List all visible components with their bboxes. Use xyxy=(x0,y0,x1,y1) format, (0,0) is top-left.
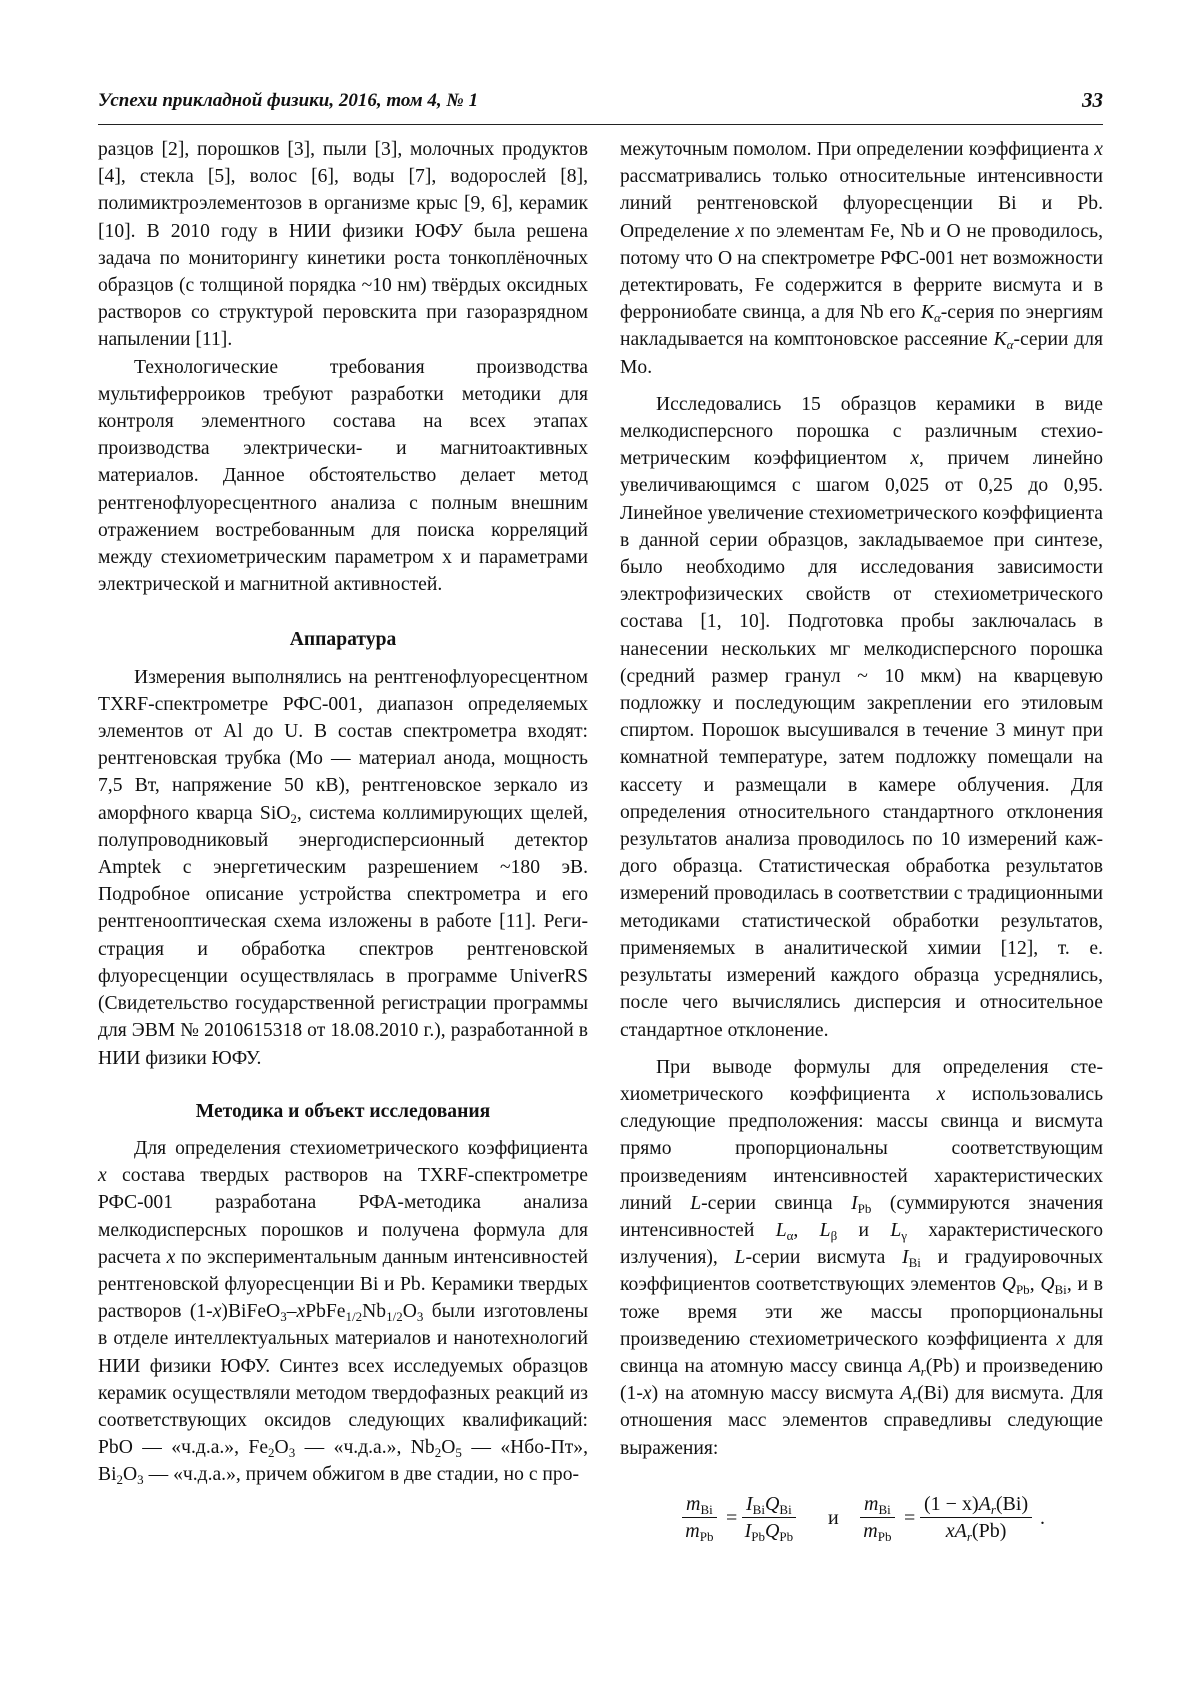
journal-title: Успехи прикладной физики, 2016, том 4, № 1 xyxy=(98,90,479,111)
fraction-mass-ratio-2: $m_{Bi}$ $m_{Pb}$ xyxy=(860,1492,895,1545)
page-number: 33 xyxy=(1082,88,1103,112)
fraction-atomic-mass-ratio: $(1 - x)A_r(Bi)$ $xA_r(Pb)$ xyxy=(920,1492,1032,1545)
paragraph: Исследовались 15 образцов керамики в виде мелкодисперсного порошка с различным стехиометрическим коэффициентом x, причем линейно увеличивающимся с шагом 0,025 от 0,25 до 0,95. Линейное увеличение стехиометрического коэффициента в данной серии образцов, закладываемое при синтезе, было необходимо для исследования зависимости электрофизических свойств от стехиометрического состава [1, 10]. Подготовка пробы заключалась в нанесении нескольких мг мелкодисперсного порошка (средний размер гранул ~ 10 мкм) на кварцевую подложку и последующим закреплении его этиловым спиртом. Порошок высушивался в течение 3 минут при комнатной температуре, затем подложку помещали на кассету и размещали в камере облучения. Для определения относительного стандартного отклонения результатов анализа проводилось по 10 измерений каждого образца. Статистическая обработка результатов измерений проводилась в соответствии с традиционными методиками статистической обработки результатов, применяемых в аналитической химии [12], т. е. результаты измерений каждого образца усреднялись, после чего вычислялись дисперсия и относительное стандартное отклонение. xyxy=(620,393,1103,1041)
section-heading-apparatus: Аппаратура xyxy=(289,629,397,651)
fraction-intensity-ratio: $I_{Bi}Q_{Bi}$ $I_{Pb}Q_{Pb}$ xyxy=(742,1492,796,1545)
paragraph: При выводе формулы для определения стехиометрического коэффициента x использовались следующие предположения: массы свинца и висмута прямо пропорциональны соответствующим произведениям интенсивностей характеристических линий L-серии свинца $I_{Pb}$ (суммируются значения интенсивностей $L_\alpha$, $L_\beta$ и $L_\gamma$ характеристического излучения), L-серии висмута $I_{Bi}$ и градуировочных коэффициентов соответствующих элементов $Q_{Pb}$, $Q_{Bi}$, и в тоже время эти же массы пропорциональны произведению стехиометрического коэффициента x для свинца на атомную массу свинца $A_r(Pb)$ и произведению (1-x) на атомную массу висмута $A_r(Bi)$ для висмута. Для отношения масс элементов справедливы следующие выражения: xyxy=(620,1056,1104,1459)
fraction-mass-ratio: $m_{Bi}$ $m_{Pb}$ xyxy=(682,1492,717,1545)
right-column xyxy=(620,136,1103,1550)
left-column xyxy=(98,136,588,1489)
running-header xyxy=(98,90,1103,120)
paragraph: Технологические требования производства мультиферроиков требуют разработки методики для контроля элементного состава на всех этапах производства электрически- и магнитоактивных материалов. Данное обстоятельство делает метод рентгенофлуоресцентного анализа с полным внешним отражением востребованным для поиска корреляций между стехиометрическим параметром x и параметрами электрической и магнитной активностей. xyxy=(98,356,588,596)
equation-mass-ratio: $m_{Bi}$ $m_{Pb}$ = $I_{Bi}Q_{Bi}$ $I_{Pb}Q_{Pb}$ и $m_{Bi}$ $m_{Pb}$ = $(1 - x)A_r(Bi)$ $xA_r(Pb)$ . xyxy=(620,1492,1103,1550)
paragraph: разцов [2], порошков [3], пыли [3], молочных продуктов [4], стекла [5], волос [6], воды [7], водорослей [8], полимиктроэлементозов в организме крыс [9, 6], керамик [10]. В 2010 году в НИИ физики ЮФУ была решена задача по мониторингу кинетики роста тонкоплёночных образцов (с толщиной порядка ~10 нм) твёрдых оксидных растворов со структурой перовскита при газоразрядном напылении [11]. xyxy=(98,139,588,351)
section-heading-method: Методика и объект исследования xyxy=(195,1100,491,1122)
paragraph: Для определения стехиометрического коэффициента x состава твердых растворов на TXRF-спектрометре РФС-001 разработана РФА-методика анализа мелкодисперсных порошков и получена формула для расчета x по экспериментальным данным интенсивностей рентгеновской флуоресценции Bi и Pb. Керамики твердых растворов $(1-x)BiFeO_3-xPbFe_{1/2}Nb_{1/2}O_3$ были изготовлены в отделе интеллектуальных материалов и нанотехнологий НИИ физики ЮФУ. Синтез всех исследуемых образцов керамик осуществляли методом твердофазных реакций из соответствующих оксидов следующих квалификаций: PbO — «ч.д.а.», $Fe_2O_3$ — «ч.д.а.», $Nb_2O_5$ — «Нбо-Пт», $Bi_2O_3$ — «ч.д.а.», причем обжигом в две стадии, но с про- xyxy=(98,1137,589,1488)
header-rule xyxy=(98,124,1103,125)
paragraph: Измерения выполнялись на рентгенофлуоресцентном TXRF-спектрометре РФС-001, диапазон определяемых элементов от Al до U. В состав спектрометра входят: рентгеновская трубка (Mo — материал анода, мощность 7,5 Вт, напряжение 50 кВ), рентгеновское зеркало из аморфного кварца SiO$_2$, система коллимирующих щелей, полупроводниковый энергодисперсионный детектор Amptek с энергетическим разрешением ~180 эВ. Подробное описание устройства спектрометра и его рентгенооптическая схема изложены в работе [11]. Регистрация и обработка спектров рентгеновской флуоресценции осуществлялась в программе UniverRS (Свидетельство государственной регистрации программы для ЭВМ № 2010615318 от 18.08.2010 г.), разработанной в НИИ физики ЮФУ. xyxy=(98,666,588,1069)
paragraph: межуточным помолом. При определении коэффициента x рассматривались только относительные интенсивности линий рентгеновской флуоресценции Bi и Pb. Определение x по элементам Fe, Nb и O не проводилось, потому что O на спектрометре РФС-001 нет возможности детектировать, Fe содержится в феррите висмута и в феррониобате свинца, а для Nb его $K_\alpha$-серия по энергиям накладывается на комптоновское рассеяние $K_\alpha$-серии для Mo. xyxy=(620,139,1104,378)
